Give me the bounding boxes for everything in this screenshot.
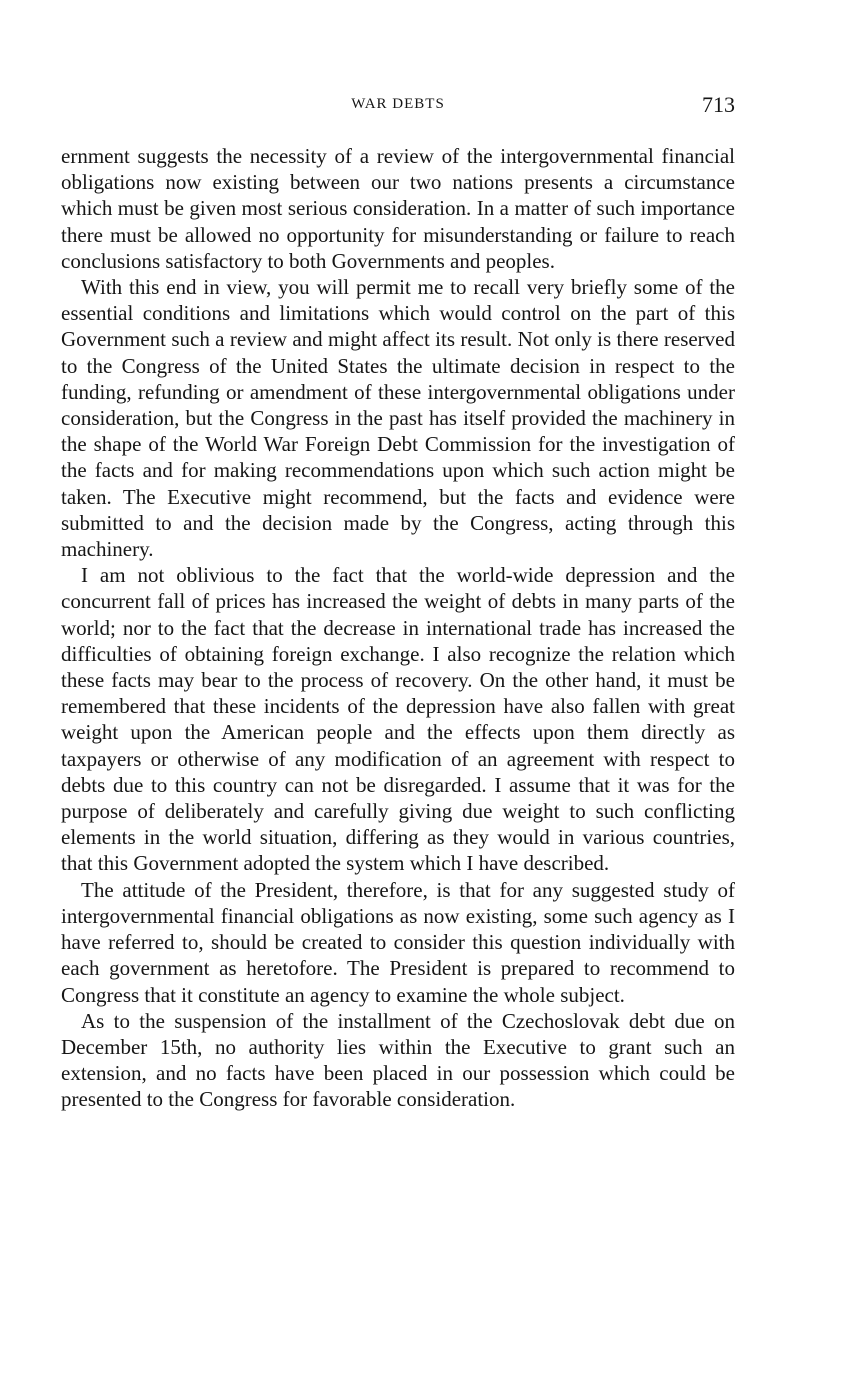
page-number: 713 <box>702 92 735 117</box>
paragraph: With this end in view, you will permit me to recall very briefly some of the essential conditions and limitations which would control on the part of this Government such a review and might affect its result. Not only is there reserved to the Congress of the United States the ultimate decision in respect to the funding, refunding or amendment of these intergovernmental obligations under consideration, but the Congress in the past has itself provided the machinery in the shape of the World War Foreign Debt Commission for the investigation of the facts and for making recommendations upon which such action might be taken. The Executive might recommend, but the facts and evidence were submitted to and the decision made by the Congress, acting through this machinery. <box>61 275 735 562</box>
body-text <box>61 143 735 1113</box>
paragraph: I am not oblivious to the fact that the world-wide depression and the concurrent fall of prices has increased the weight of debts in many parts of the world; nor to the fact that the decrease in international trade has increased the difficulties of obtaining foreign exchange. I also recognize the relation which these facts may bear to the process of recovery. On the other hand, it must be remembered that these incidents of the depression have also fallen with great weight upon the American people and the effects upon them directly as taxpayers or otherwise of any modification of an agreement with respect to debts due to this country can not be disregarded. I assume that it was for the purpose of deliberately and carefully giving due weight to such conflicting elements in the world situation, differing as they would in various countries, that this Government adopted the system which I have described. <box>61 563 735 876</box>
paragraph: As to the suspension of the installment of the Czechoslovak debt due on December 15th, no authority lies within the Executive to grant such an extension, and no facts have been placed in our possession which could be presented to the Congress for favorable consideration. <box>61 1008 735 1112</box>
running-title: WAR DEBTS <box>351 96 445 112</box>
paragraph: The attitude of the President, therefore, is that for any suggested study of intergovernmental financial obligations as now existing, some such agency as I have referred to, should be created to consider this question individually with each government as heretofore. The President is prepared to recommend to Congress that it constitute an agency to examine the whole subject. <box>61 877 735 1007</box>
page-header <box>61 92 735 120</box>
paragraph: ernment suggests the necessity of a review of the intergovernmental financial obligations now existing between our two nations presents a circumstance which must be given most serious consideration. In a matter of such importance there must be allowed no opportunity for misunderstanding or failure to reach conclusions satisfactory to both Governments and peoples. <box>61 144 735 273</box>
